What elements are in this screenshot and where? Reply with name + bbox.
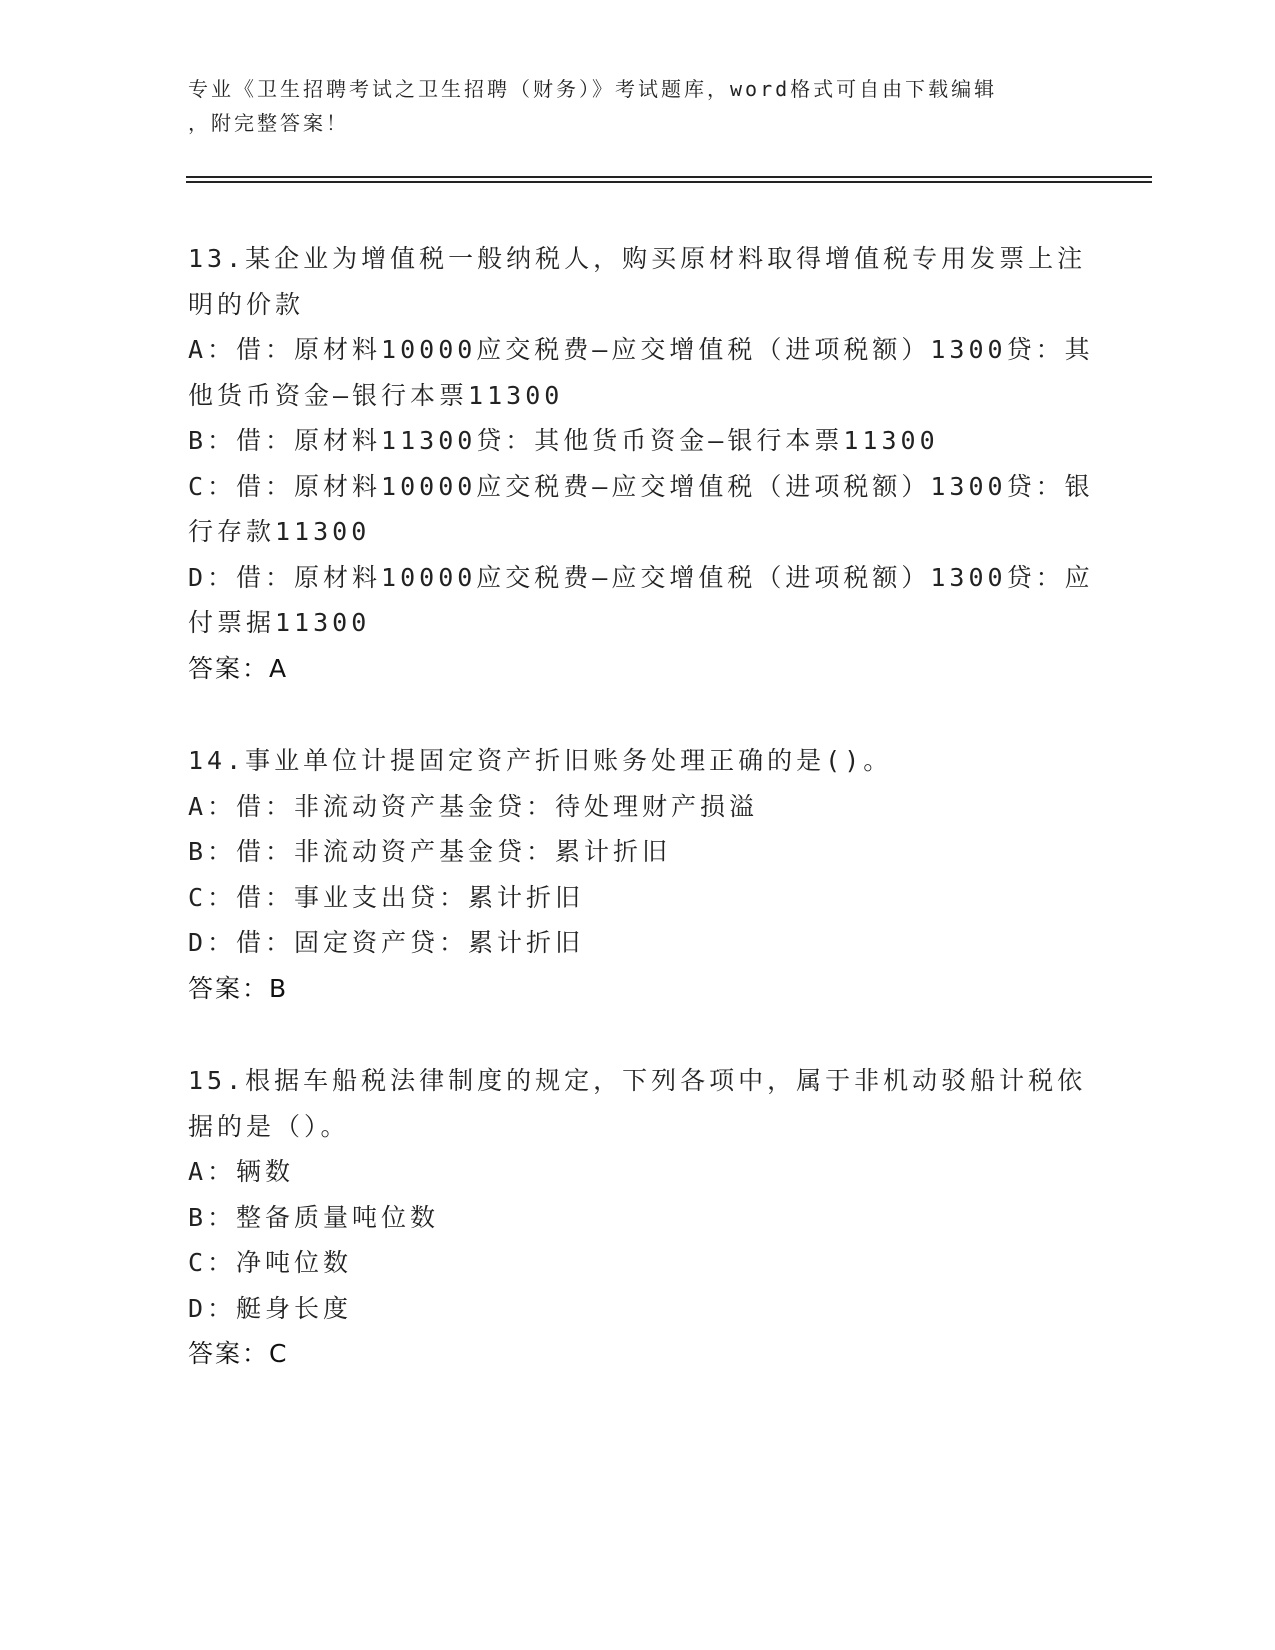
question-stem-line: 13.某企业为增值税一般纳税人，购买原材料取得增值税专用发票上注	[188, 244, 1087, 273]
question-15	[188, 1058, 1088, 1377]
header-line-1: 专业《卫生招聘考试之卫生招聘（财务）》考试题库，word格式可自由下载编辑	[188, 77, 998, 101]
question-stem-line: 据的是（）。	[188, 1111, 350, 1141]
option-b-line: B：借：非流动资产基金贷：累计折旧	[188, 837, 672, 866]
header-line-2: ，附完整答案！	[188, 111, 349, 135]
option-b-line: B：借：原材料11300贷：其他货币资金—银行本票11300	[188, 426, 939, 455]
option-c-line: C：净吨位数	[188, 1248, 353, 1277]
option-a-line: A：辆数	[188, 1157, 295, 1186]
question-stem-line: 15.根据车船税法律制度的规定，下列各项中，属于非机动驳船计税依	[188, 1066, 1087, 1095]
question-14	[188, 738, 1088, 1011]
question-13	[188, 236, 1094, 691]
option-d-line: D：借：固定资产贷：累计折旧	[188, 928, 585, 957]
option-a-line: A：借：非流动资产基金贷：待处理财产损溢	[188, 791, 759, 821]
option-c-line: C：借：原材料10000应交税费—应交增值税（进项税额）1300贷：银	[188, 471, 1094, 501]
option-a-line: 他货币资金—银行本票11300	[188, 380, 564, 410]
answer-label: 答案：A	[188, 653, 289, 683]
option-b-line: B：整备质量吨位数	[188, 1202, 440, 1232]
question-stem-line: 明的价款	[188, 289, 305, 319]
header-divider-top	[186, 176, 1152, 178]
option-c-line: C：借：事业支出贷：累计折旧	[188, 882, 585, 912]
question-list	[188, 236, 1094, 1424]
answer-label: 答案：C	[188, 1339, 289, 1368]
answer-label: 答案：B	[188, 973, 289, 1003]
document-header	[188, 72, 1068, 140]
question-stem-line: 14.事业单位计提固定资产折旧账务处理正确的是()。	[188, 746, 893, 775]
header-divider-bottom	[186, 181, 1152, 183]
option-a-line: A：借：原材料10000应交税费—应交增值税（进项税额）1300贷：其	[188, 335, 1094, 364]
option-d-line: D：艇身长度	[188, 1293, 353, 1323]
option-d-line: D：借：原材料10000应交税费—应交增值税（进项税额）1300贷：应	[188, 562, 1094, 592]
option-c-line: 行存款11300	[188, 517, 371, 546]
option-d-line: 付票据11300	[188, 608, 371, 637]
